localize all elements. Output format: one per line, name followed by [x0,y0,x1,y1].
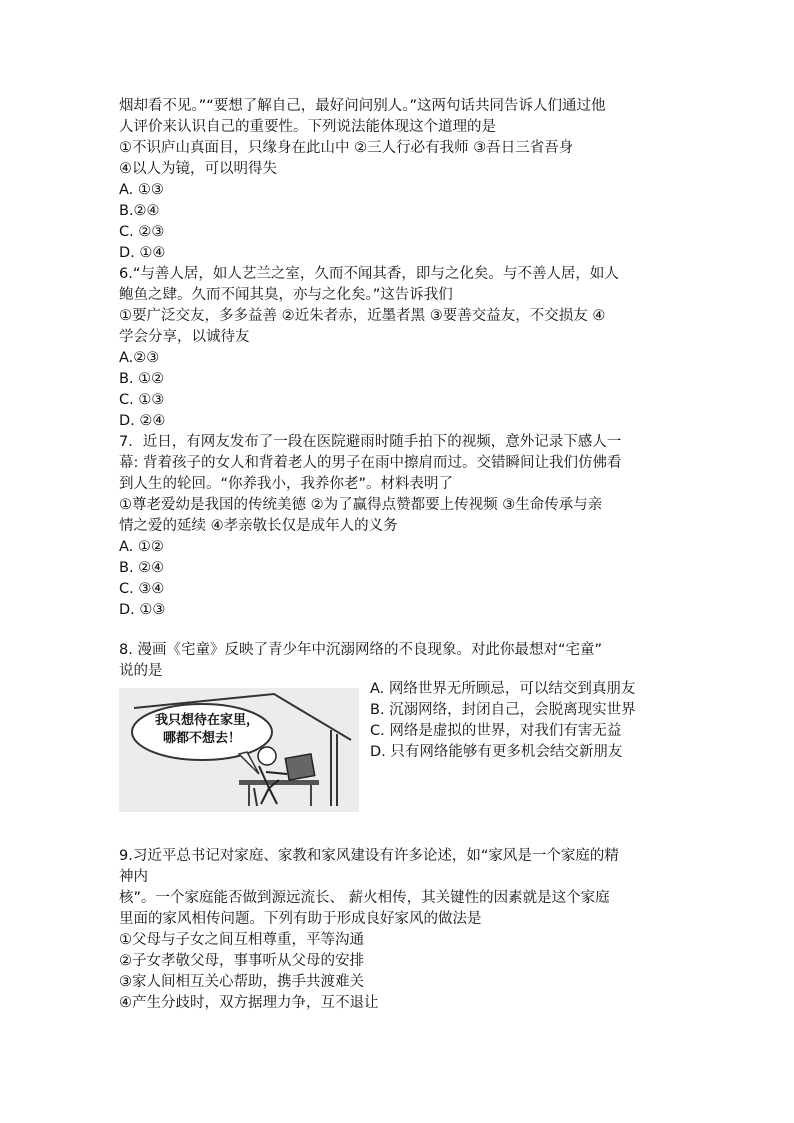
q9-stem-line-2: 神内 [119,869,148,885]
q7-items-line-1: ①尊老爱幼是我国的传统美德 ②为了赢得点赞都要上传视频 ③生命传承与亲 [119,497,603,513]
cartoon-bubble-text-2: 哪都不想去！ [163,731,242,746]
q7-stem-line-2: 幕: 背着孩子的女人和背着老人的男子在雨中擦肩而过。交错瞬间让我们仿佛看 [119,455,622,471]
q7-items-line-2: 情之爱的延续 ④孝亲敬长仅是成年人的义务 [119,518,398,534]
q7-option-a[interactable]: A. ①② [119,539,164,555]
q8-option-a[interactable]: A. 网络世界无所顾忌，可以结交到真朋友 [370,681,636,697]
q6-option-c[interactable]: C. ①③ [119,392,165,408]
q5-option-a[interactable]: A. ①③ [119,182,164,198]
q6-items-line-2: 学会分享，以诚待友 [119,329,250,345]
q7-stem-line-3: 到人生的轮回。“你养我小，我养你老”。材料表明了 [119,476,454,492]
q6-stem-line-2: 鲍鱼之肆。久而不闻其臭，亦与之化矣。”这告诉我们 [119,287,453,303]
q8-option-c[interactable]: C. 网络是虚拟的世界，对我们有害无益 [370,723,622,739]
q8-option-b[interactable]: B. 沉溺网络，封闭自己，会脱离现实世界 [370,702,636,718]
q7-stem-line-1: 7．近日，有网友发布了一段在医院避雨时随手拍下的视频，意外记录下感人一 [119,434,622,450]
q5-option-c[interactable]: C. ②③ [119,224,165,240]
q8-stem-line-1: 8. 漫画《宅童》反映了青少年中沉溺网络的不良现象。对此你最想对“宅童” [119,642,602,658]
q7-option-d[interactable]: D. ①③ [119,602,166,618]
q5-option-d[interactable]: D. ①④ [119,245,166,261]
q5-items-line-1: ①不识庐山真面目，只缘身在此山中 ②三人行必有我师 ③吾日三省吾身 [119,140,574,156]
cartoon-bubble-text-1: 我只想待在家里， [155,713,260,728]
q6-stem-line-1: 6.“与善人居，如人艺兰之室，久而不闻其香，即与之化矣。与不善人居，如人 [119,266,619,282]
q5-stem-line-1: 烟却看不见。”“要想了解自己，最好问问别人。”这两句话共同告诉人们通过他 [119,98,606,114]
cartoon-image [119,688,359,812]
q9-item-2: ②子女孝敬父母，事事听从父母的安排 [119,953,364,969]
q9-stem-line-1: 9.习近平总书记对家庭、家教和家风建设有许多论述，如“家风是一个家庭的精 [119,848,619,864]
q9-stem-line-4: 里面的家风相传问题。下列有助于形成良好家风的做法是 [119,911,482,927]
q5-option-b[interactable]: B.②④ [119,203,160,219]
q7-option-c[interactable]: C. ③④ [119,581,165,597]
q9-stem-line-3: 核”。一个家庭能否做到源远流长、 薪火相传，其关键性的因素就是这个家庭 [119,890,610,906]
q8-option-d[interactable]: D. 只有网络能够有更多机会结交新朋友 [370,744,623,760]
q6-option-b[interactable]: B. ①② [119,371,165,387]
q6-items-line-1: ①要广泛交友，多多益善 ②近朱者赤，近墨者黑 ③要善交益友，不交损友 ④ [119,308,606,324]
q9-item-3: ③家人间相互关心帮助，携手共渡难关 [119,974,364,990]
q6-option-d[interactable]: D. ②④ [119,413,166,429]
q9-item-1: ①父母与子女之间互相尊重，平等沟通 [119,932,364,948]
q6-option-a[interactable]: A.②③ [119,350,160,366]
q5-items-line-2: ④以人为镜，可以明得失 [119,161,277,177]
q7-option-b[interactable]: B. ②④ [119,560,165,576]
q8-stem-line-2: 说的是 [119,663,163,679]
cartoon-drawing [119,688,359,812]
q9-item-4: ④产生分歧时，双方据理力争，互不退让 [119,995,379,1011]
q5-stem-line-2: 人评价来认识自己的重要性。下列说法能体现这个道理的是 [119,119,496,135]
